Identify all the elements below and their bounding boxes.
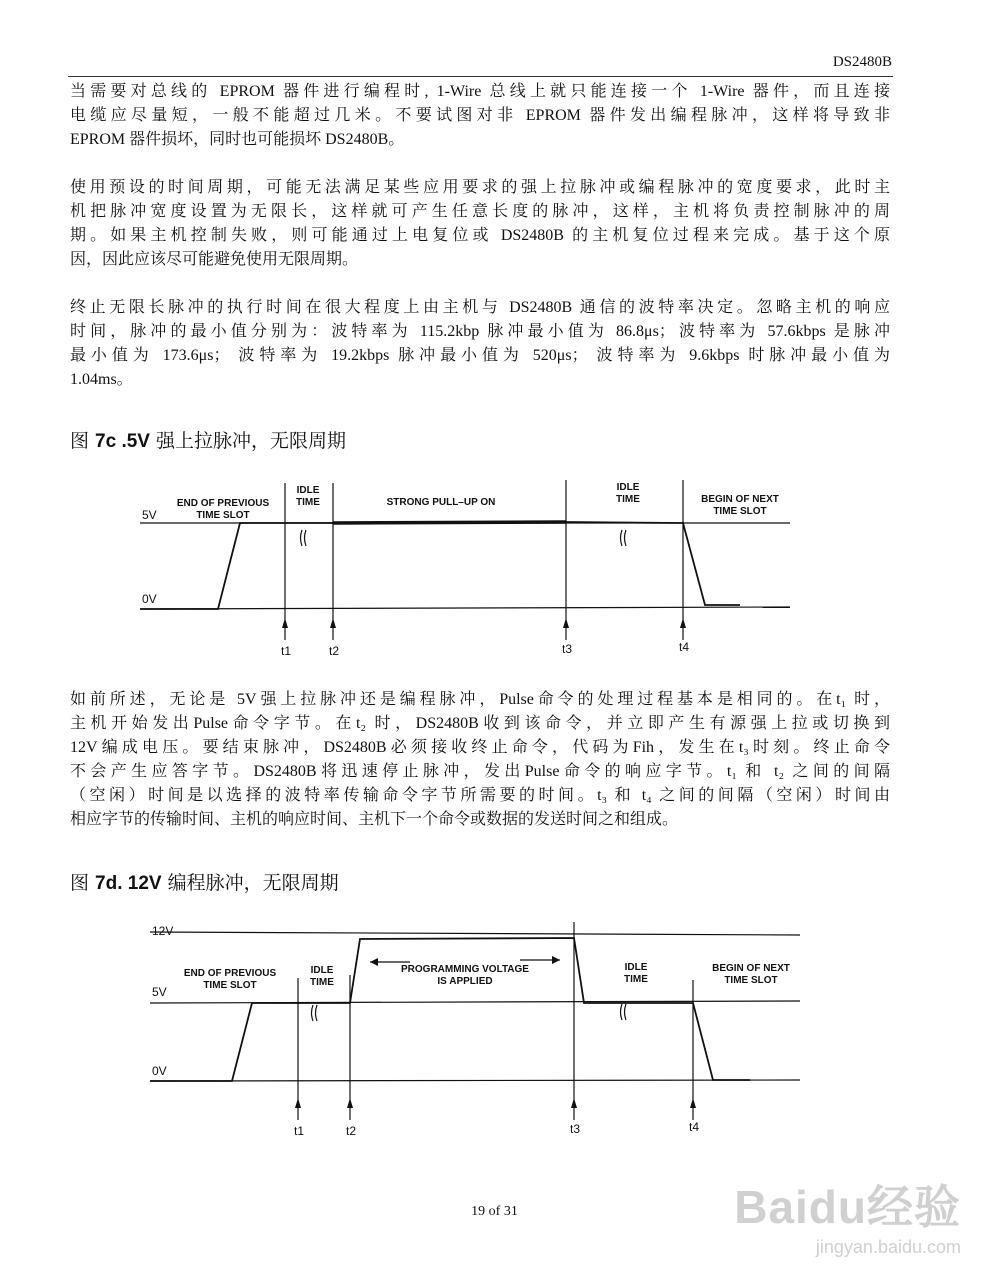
document-id: DS2480B [832,54,892,70]
level-5v: 5V [152,985,167,999]
header-rule [68,76,893,77]
label: IDLE [296,485,320,496]
label: TIME [296,497,320,508]
time-t2: t2 [329,644,340,658]
text-line: 机把脉冲宽度设置为无限长，这样就可产生任意长度的脉冲，这样，主机将负责控制脉冲的周 [70,203,890,220]
paragraph-pulse-process [70,688,890,832]
label: TIME SLOT [196,510,250,521]
waveform-mark [690,1098,696,1108]
time-t1: t1 [281,644,292,658]
text-line: 1.04ms。 [70,371,133,388]
paragraph-infinite [70,176,890,272]
waveform-mark [333,522,566,523]
label: IDLE [616,482,640,493]
label: TIME [616,494,640,505]
waveform-mark [150,1080,800,1081]
label: IDLE [310,965,334,976]
waveform-mark [552,956,560,964]
label: TIME SLOT [724,975,778,986]
label: IS APPLIED [437,976,493,987]
waveform-mark [301,530,307,546]
waveform-mark [347,1098,353,1108]
label: PROGRAMMING VOLTAGE [401,964,529,975]
waveform-mark [330,618,336,628]
level-12v: 12V [152,924,174,938]
label: TIME [310,977,334,988]
text-line: 电缆应尽量短，一般不能超过几米。不要试图对非 EPROM 器件发出编程脉冲，这样将导致非 [70,107,890,124]
text-line: 主机开始发出Pulse命令字节。在t₂ 时，DS2480B收到该命令，并立即产生有源强上拉或切换到 [70,715,890,732]
page-number: 19 of 31 [471,1204,518,1219]
waveform-mark [571,1098,577,1108]
text-line: （空闲）时间是以选择的波特率传输命令字节所需要的时间。t₃ 和 t₄ 之间的间隔（空闲）时间由 [70,787,890,804]
waveform-mark [140,523,333,609]
text-line: 时间，脉冲的最小值分别为：波特率为 115.2kbp 脉冲最小值为 86.8μs；波特率为 57.6kbps 是脉冲 [70,323,890,340]
level-5v: 5V [142,508,157,522]
text-line: EPROM 器件损坏，同时也可能损坏 DS2480B。 [70,131,405,148]
label: TIME [624,974,648,985]
waveform-mark [140,607,790,609]
baidu-watermark [734,1171,961,1258]
label: BEGIN OF NEXT [712,963,790,974]
time-t4: t4 [689,1120,700,1134]
figure-7c-title: 图 7c .5V 强上拉脉冲，无限周期 [70,430,347,452]
watermark-brand: Baidu经验 [734,1181,961,1233]
text-line: 相应字节的传输时间、主机的响应时间、主机下一个命令或数据的发送时间之和组成。 [70,811,679,828]
text-line: 12V编成电压。要结束脉冲，DS2480B必须接收终止命令，代码为Fih，发生在t₃时刻。终止命令 [70,739,890,756]
waveform-mark [282,618,288,628]
label: TIME SLOT [203,980,257,991]
time-t4: t4 [679,640,690,654]
waveform-mark [370,958,378,966]
waveform-mark [150,932,800,935]
figure-7d-title: 图 7d. 12V 编程脉冲，无限周期 [70,872,339,894]
text-line: 当需要对总线的 EPROM 器件进行编程时, 1-Wire 总线上就只能连接一个 1-Wire 器件，而且连接 [70,83,890,100]
text-line: 使用预设的时间周期，可能无法满足某些应用要求的强上拉脉冲或编程脉冲的宽度要求，此时主 [70,179,890,196]
label: STRONG PULL–UP ON [386,497,496,508]
time-t1: t1 [294,1124,305,1138]
text-line: 因，因此应该尽可能避免使用无限周期。 [70,251,359,268]
label: BEGIN OF NEXT [701,494,779,505]
waveform-mark [312,1005,318,1021]
text-line: 最小值为 173.6μs； 波特率为 19.2kbps 脉冲最小值为 520μs； 波特率为 9.6kbps 时脉冲最小值为 [70,347,890,364]
waveform-mark [150,922,800,1120]
text-line: 不会产生应答字节。DS2480B将迅速停止脉冲，发出Pulse命令的响应字节。t₁ 和 t₂ 之间的间隔 [70,763,890,780]
waveform-mark [150,938,750,1081]
waveform-mark [140,480,790,640]
waveform-mark [566,522,740,605]
label: END OF PREVIOUS [183,968,277,979]
waveform-mark [621,1004,627,1020]
level-0v: 0V [152,1064,167,1078]
waveform-mark [150,1001,800,1003]
waveform-mark [282,618,686,628]
waveform-mark [563,618,569,628]
watermark-url: jingyan.baidu.com [815,1237,961,1257]
text-line: 期。如果主机控制失败，则可能通过上电复位或 DS2480B 的主机复位过程来完成。基于这个原 [70,227,890,244]
time-t3: t3 [570,1122,581,1136]
label: END OF PREVIOUS [176,498,270,509]
level-0v: 0V [142,592,157,606]
time-t2: t2 [346,1124,357,1138]
text-line: 终止无限长脉冲的执行时间在很大程度上由主机与 DS2480B 通信的波特率决定。忽略主机的响应 [70,299,890,316]
text-line: 如前所述，无论是 5V强上拉脉冲还是编程脉冲，Pulse命令的处理过程基本是相同的。在t₁ 时， [70,691,890,708]
label: IDLE [624,962,648,973]
label: TIME SLOT [713,506,767,517]
paragraph-eprom [70,80,890,152]
waveform-mark [295,1098,301,1108]
waveform-mark [621,530,627,546]
waveform-mark [295,956,696,1108]
time-t3: t3 [562,642,573,656]
paragraph-baud [70,296,890,392]
waveform-mark [680,618,686,628]
